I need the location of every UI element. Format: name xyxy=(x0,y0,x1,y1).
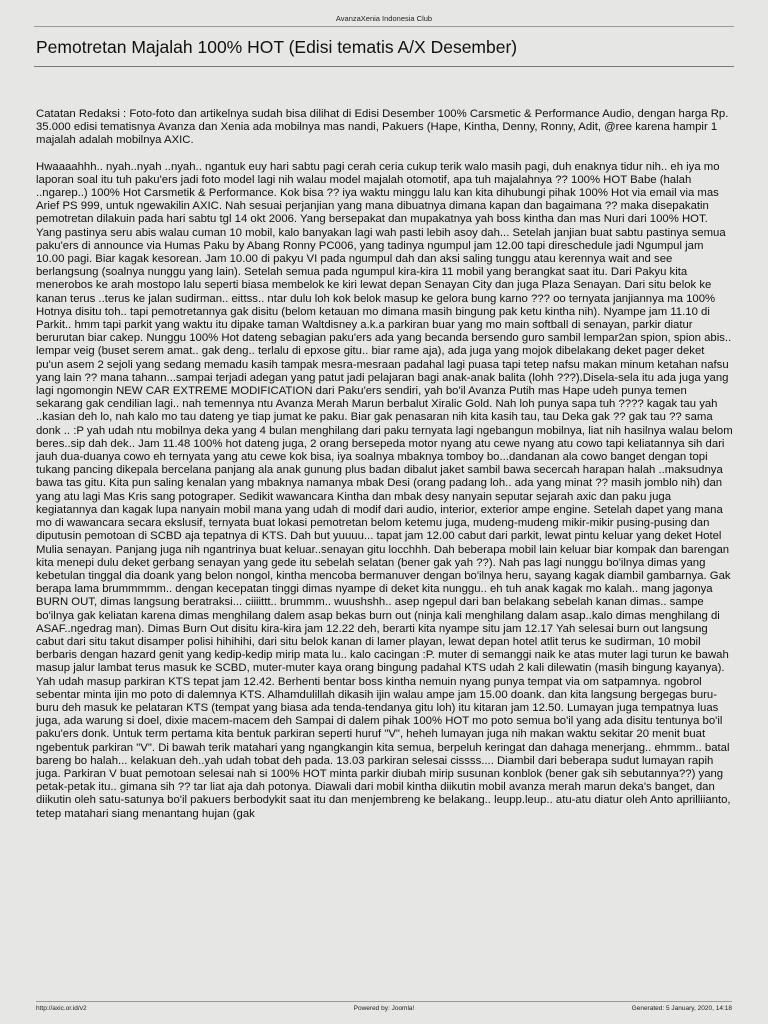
site-header: AvanzaXenia Indonesia Club xyxy=(335,14,433,23)
article-body: Hwaaaahhh.. nyah..nyah ..nyah.. ngantuk euy hari sabtu pagi cerah ceria cukup terik walo masih pagi, duh enaknya tidur nih.. eh iya mo laporan soal itu tuh paku'ers jadi foto model lagi nih walau model majalah otomotif, apa tuh majalahnya ?? 100% HOT Babe (halah ..ngarep..) 100% Hot Carsmetik & Performance. Kok bisa ?? iya waktu minggu lalu kan kita dihubungi pihak 100% Hot via email via mas Arief PS 999, untuk ngewakilin AXIC. Nah sesuai perjanjian yang mana dibuatnya dimana kapan dan bagaimana ?? maka disepakatin pemotretan dilakuin pada hari sabtu tgl 14 okt 2006. Yang bersepakat dan mupakatnya yah boss kintha dan mas Nuri dari 100% HOT. Yang pastinya seru abis walau cuman 10 mobil, kalo banyakan lagi wah pasti lebih asoy dah... Setelah janjian buat sabtu pastinya semua paku'ers di announce via Humas Paku by Abang Ronny PC006, yang tadinya ngumpul jam 12.00 tapi direschedule jadi Ngumpul jam 10.00 pagi. Biar kagak kesorean. Jam 10.00 di pakyu VI pada ngumpul dah dan aksi saling tunggu atau kerennya wait and see berlangsung (soalnya nunggu yang lain). Setelah semua pada ngumpul kira-kira 11 mobil yang berangkat saat itu. Dari Pakyu kita menerobos ke arah mostopo lalu seperti biasa membelok ke kiri lewat depan Senayan City dan juga Plaza Senayan. Dari situ belok ke kanan terus ..terus ke jalan sudirman.. eittss.. ntar dulu loh kok belok masup ke gelora bung karno ??? oo ternyata janjiannya ma 100% Hotnya disitu toh.. tapi pemotretannya gak disitu (belom ketauan mo dimana masih bingung pak ketu kintha nih). Nyampe jam 11.10 di Parkit.. hmm tapi parkit yang waktu itu dipake taman Waltdisney a.k.a parkiran buar yang mo main softball di senayan, parkir diatur berurutan biar cakep. Nunggu 100% Hot dateng sebagian paku'ers ada yang becanda bersendo guro sambil lempar2an spion, spion abis.. lempar veig (buset serem amat.. gak deng.. terlalu di epxose gitu.. biar rame aja), ada juga yang mojok dibelakang deket pager deket pu'un asem 2 sejoli yang sedang memadu kasih tampak mesra-mesraan padahal lagi puasa tapi tetep nafsu makan minum ketahan nafsu yang lain ?? mana tahann...sampai terjadi adegan yang patut jadi pelajaran bagi anak-anak balita (lohh ???).Disela-sela itu ada juga yang lagi ngomongin NEW CAR EXTREME MODIFICATION dari Paku'ers sendiri, yah bo'il Avanza Putih mas Hape udeh punya temen sekarang gak cendilian lagi.. nah temennya ntu Avanza Merah Marun berbalut Xiralic Gold. Nah loh punya sapa tuh ???? kagak tau yah ..kasian deh lo, nah kalo mo tau dateng ye tiap jumat ke paku. Biar gak penasaran nih kita kasih tau, tau Deka gak ?? gak tau ?? sama donk .. :P yah udah ntu mobilnya deka yang 4 bulan menghilang dari paku ternyata lagi ngebangun mobilnya, liat nih hasilnya walau belom beres..sip dah dek.. Jam 11.48 100% hot dateng juga, 2 orang bersepeda motor nyang atu cewe nyang atu cowo tapi keliatannya sih dari jauh dua-duanya cowo eh ternyata yang atu cewe kok bisa, iya soalnya mbaknya tomboy bo...dandanan ala cowo banget dengan topi tukang pancing dikepala bercelana panjang ala anak gunung plus badan dibalut jaket sambil bawa secercah harapan halah ..maksudnya bawa tas gitu. Kita pun saling kenalan yang mbaknya namanya mbak Desi (orang padang loh.. ada yang minat ?? masih jomblo nih) dan yang atu lagi Mas Kris sang potograper. Sedikit wawancara Kintha dan mbak desy nanyain seputar sejarah axic dan paku juga kegiatannya dan kagak lupa nanyain mobil mana yang udah di modif dari audio, interior, exterior ampe engine. Setelah dapet yang mana mo di wawancara secara ekslusif, ternyata buat lokasi pemotretan belom ketemu juga, mudeng-mudeng mikir-mikir pusing-pusing dan diputusin pemotoan di SCBD aja tepatnya di KTS. Dah but yuuuu... tapat jam 12.00 cabut dari parkit, lewat pintu keluar yang deket Hotel Mulia senayan. Panjang juga nih ngantrinya buat keluar..senayan gitu locchhh. Dah beberapa mobil lain keluar biar kompak dan barengan kita menepi dulu deket gerbang senayan yang gede itu sebelah selatan (bener gak yah ??). Nah pas lagi nunggu bo'ilnya dimas yang kebetulan tinggal dia doank yang belon nongol, kintha mencoba bermanuver dengan bo'ilnya heru, sayang kagak diambil gambarnya. Gak berapa lama brummmmm.. dengan kecepatan tinggi dimas nyampe di deket kita nunggu.. eh tuh anak kagak mo kalah.. mang jagonya BURN OUT, dimas langsung beratraksi... ciiiittt.. brummm.. wuushshh.. asep ngepul dari ban belakang sebelah kanan dimas.. sampe bo'ilnya gak keliatan karena dimas menghilang dalem asap bekas burn out (ninja kali menghilang dalam asap..kalo dimas menghilang di ASAF..ngedrag man). Dimas Burn Out disitu kira-kira jam 12.22 deh, berarti kita nyampe situ jam 12.17 Yah selesai burn out langsung cabut dari situ takut disamper polisi hihihihi, dari situ belok kanan di lamer playan, lewat depan hotel atlit terus ke sudirman, 10 mobil berbaris dengan hazard genit yang kedip-kedip mirip mata lu.. kalo cacingan :P. muter di semanggi naik ke atas muter lagi turun ke bawah masup jalur lambat terus masuk ke SCBD, muter-muter kaya orang bingung padahal KTS udah 2 kali dilewatin (masih bingung kayanya). Yah udah masup parkiran KTS tepat jam 12.42. Berhenti bentar boss kintha nemuin nyang punya tempat via om satpamnya. ngobrol sebentar minta ijin mo poto di dalemnya KTS. Alhamdulillah dikasih ijin walau ampe jam 15.00 doank. dan kita langsung bergegas buru-buru deh masuk ke pelataran KTS (tempat yang biasa ada tenda-tendanya gitu loh) itu kitaran jam 12.50. Lumayan juga tempatnya luas juga, ada warung si doel, dixie macem-macem deh Sampai di dalem pihak 100% HOT mo poto semua bo'il yang ada disitu tentunya bo'il paku'ers donk. Untuk term pertama kita bentuk parkiran seperti huruf "V", heheh lumayan juga nih makan waktu sekitar 20 menit buat ngebentuk parkiran "V". Di bawah terik matahari yang ngangkangin kita semua, berpeluh keringat dan dahaga menerjang.. ehmmm.. batal bareng bo halah... kelakuan deh..yah udah tobat deh pada. 13.03 parkiran selesai cissss.... Diambil dari beberapa sudut lumayan rapih juga. Parkiran V buat pemotoan selesai nah si 100% HOT minta parkir diubah mirip susunan konblok (bener gak sih sebutannya??) yang petak-petak itu.. gimana sih ?? tar liat aja dah potonya. Diawali dari mobil kintha diikutin mobil avanza merah marun deka's banget, dan diikutin oleh satu-satunya bo'il pakuers berbodykit saat itu dan menjembreng ke belakang.. leupp.leup.. atu-atu diatur oleh Anto aprilliianto, tetep matahari siang menantang hujan (gak xyxy=(36,160,733,820)
footer-url: http://axic.or.id/v2 xyxy=(36,1005,87,1012)
title-divider xyxy=(34,66,734,67)
article-title: Pemotretan Majalah 100% HOT (Edisi tematis A/X Desember) xyxy=(36,37,518,57)
header-divider xyxy=(34,26,734,27)
editor-note: Catatan Redaksi : Foto-foto dan artikelnya sudah bisa dilihat di Edisi Desember 100% Carsmetic & Performance Audio, dengan harga Rp. 35.000 edisi tematisnya Avanza dan Xenia ada mobilnya mas nandi, Pakuers (Hape, Kintha, Denny, Ronny, Adit, @ree karena hampir 1 majalah adalah mobilnya AXIC. xyxy=(36,108,729,147)
footer-powered-by: Powered by: Joomla! xyxy=(353,1005,415,1012)
page-footer xyxy=(36,1004,732,1016)
footer-divider xyxy=(36,1001,732,1002)
article-content xyxy=(36,108,733,821)
footer-generated: Generated: 5 January, 2020, 14:18 xyxy=(631,1005,732,1012)
